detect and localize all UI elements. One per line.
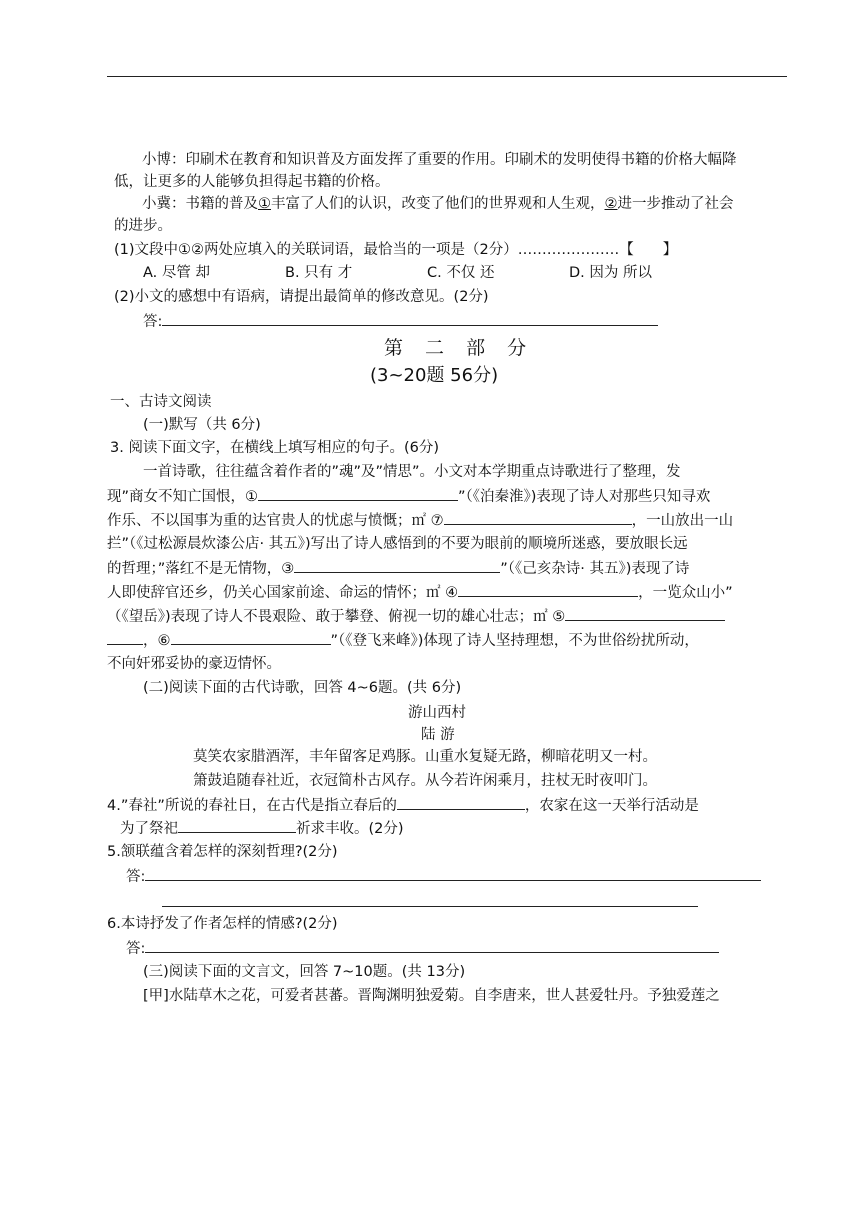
option-d: D. 因为 所以 <box>569 265 652 281</box>
passage-text: ，农家在这一天举行活动是 <box>524 798 699 814</box>
poem-line-1: 莫笑农家腊酒浑，丰年留客足鸡豚。山重水复疑无路，柳暗花明又一村。 <box>193 749 657 765</box>
passage-text: 4.”春社”所说的春社日，在古代是指立春后的 <box>107 798 397 814</box>
answer-label: 答: <box>126 941 146 957</box>
question-4-line-2 <box>120 818 404 839</box>
fill-blank-3[interactable] <box>294 558 500 573</box>
fill-blank-q4-2[interactable] <box>178 818 296 833</box>
option-c: C. 不仅 还 <box>427 265 495 281</box>
q3-text-line-3 <box>107 510 733 531</box>
poem-author: 陆 游 <box>421 727 455 743</box>
fill-blank-q4-1[interactable] <box>397 795 525 810</box>
passage-text: 祈求丰收。(2分) <box>296 821 404 837</box>
blank-marker-1: ① <box>258 196 271 212</box>
q3-text-line-8 <box>107 630 699 651</box>
answer-label: 答: <box>143 314 163 330</box>
blank-marker-2: ② <box>604 196 618 212</box>
q3-text-line-9: 不向奸邪妥协的豪迈情怀。 <box>107 656 281 672</box>
fill-blank-2[interactable] <box>444 510 632 525</box>
passage-text: 人即使辞官还乡，仍关心国家前途、命运的情怀；㎡ ④ <box>107 585 459 601</box>
answer-line-q5 <box>126 866 761 887</box>
part-subtitle: (3~20题 56分) <box>370 365 499 386</box>
xiaoji-line-1 <box>142 194 734 214</box>
question-2: (2)小文的感想中有语病，请提出最简单的修改意见。(2分) <box>114 289 489 305</box>
part-title: 第 二 部 分 <box>384 337 535 359</box>
passage-text: 现”商女不知亡国恨，① <box>107 489 259 505</box>
q3-text-line-5 <box>107 558 689 579</box>
passage-text: 为了祭祀 <box>120 821 178 837</box>
passage-text: ”（《登飞来峰》)体现了诗人坚持理想，不为世俗纷扰所动， <box>330 633 699 649</box>
passage-text: 书籍的普及 <box>185 196 258 212</box>
subsection-dictation: (一)默写（共 6分) <box>143 417 261 433</box>
question-5: 5.颔联蕴含着怎样的深刻哲理?(2分) <box>107 844 338 860</box>
question-1: (1)文段中①②两处应填入的关联词语，最恰当的一项是（2分）…………………【 】 <box>114 242 678 258</box>
passage-text: 作乐、不以国事为重的达官贵人的忧虑与愤慨；㎡ ⑦ <box>107 513 444 529</box>
question-6: 6.本诗抒发了作者怎样的情感?(2分) <box>107 916 338 932</box>
xiaoji-line-2: 的进步。 <box>114 218 172 234</box>
xiaobo-line-2: 低，让更多的人能够负担得起书籍的价格。 <box>114 174 390 190</box>
xiaobo-line-1 <box>142 150 737 170</box>
q3-text-line-7 <box>107 606 725 627</box>
passage-text: （《望岳》)表现了诗人不畏艰险、敢于攀登、俯视一切的雄心壮志；㎡ ⑤ <box>107 609 566 625</box>
fill-blank-6[interactable] <box>171 630 331 645</box>
answer-blank[interactable] <box>145 938 719 953</box>
passage-text: ”（《己亥杂诗· 其五》)表现了诗 <box>500 561 690 577</box>
q3-text-line-1: 一首诗歌，往往蕴含着作者的”魂”及”情思”。小文对本学期重点诗歌进行了整理，发 <box>143 464 681 480</box>
fill-blank-5-cont[interactable] <box>107 630 143 645</box>
answer-line-q6 <box>126 938 719 959</box>
poem-line-2: 箫鼓追随春社近，衣冠简朴古风存。从今若许闲乘月，拄杖无时夜叩门。 <box>193 773 657 789</box>
option-a: A. 尽管 却 <box>143 265 210 281</box>
answer-line-q2 <box>143 311 658 332</box>
fill-blank-5[interactable] <box>565 606 725 621</box>
passage-text: 的哲理；”落红不是无情物，③ <box>107 561 295 577</box>
question-3: 3. 阅读下面文字，在横线上填写相应的句子。(6分) <box>110 440 439 456</box>
passage-text: ，一览众山小” <box>638 585 733 601</box>
q3-text-line-6 <box>107 582 733 603</box>
fill-blank-4[interactable] <box>458 582 638 597</box>
answer-blank[interactable] <box>162 311 658 326</box>
fill-blank-1[interactable] <box>258 486 458 501</box>
subsection-poem: (二)阅读下面的古代诗歌，回答 4~6题。(共 6分) <box>143 680 462 696</box>
passage-text: 印刷术在教育和知识普及方面发挥了重要的作用。印刷术的发明使得书籍的价格大幅降 <box>185 152 737 168</box>
option-b: B. 只有 才 <box>285 265 353 281</box>
passage-text: ，⑥ <box>143 633 171 649</box>
answer-blank-q5-line-2[interactable] <box>162 892 698 907</box>
passage-text: 丰富了人们的认识，改变了他们的世界观和人生观， <box>271 196 605 212</box>
subsection-prose: (三)阅读下面的文言文，回答 7~10题。(共 13分) <box>143 964 466 980</box>
poem-title: 游山西村 <box>408 705 466 721</box>
q3-text-line-2 <box>107 486 710 507</box>
speaker-label: 小博： <box>142 152 186 168</box>
header-rule <box>107 76 787 77</box>
passage-text: 进一步推动了社会 <box>617 196 734 212</box>
passage-text: ，一山放出一山 <box>631 513 734 529</box>
answer-blank[interactable] <box>145 866 761 881</box>
answer-label: 答: <box>126 869 146 885</box>
section-heading-classical: 一、古诗文阅读 <box>110 394 212 410</box>
speaker-label: 小冀： <box>142 196 186 212</box>
q3-text-line-4: 拦”（《过松源晨炊漆公店· 其五》)写出了诗人感悟到的不要为眼前的顺境所迷惑，要放眼长远 <box>107 536 688 552</box>
prose-line-1: [甲]水陆草木之花，可爱者甚蕃。晋陶渊明独爱菊。自李唐来，世人甚爱牡丹。予独爱莲之 <box>143 988 720 1004</box>
question-4-line-1 <box>107 795 699 816</box>
passage-text: ”（《泊秦淮》)表现了诗人对那些只知寻欢 <box>458 489 711 505</box>
